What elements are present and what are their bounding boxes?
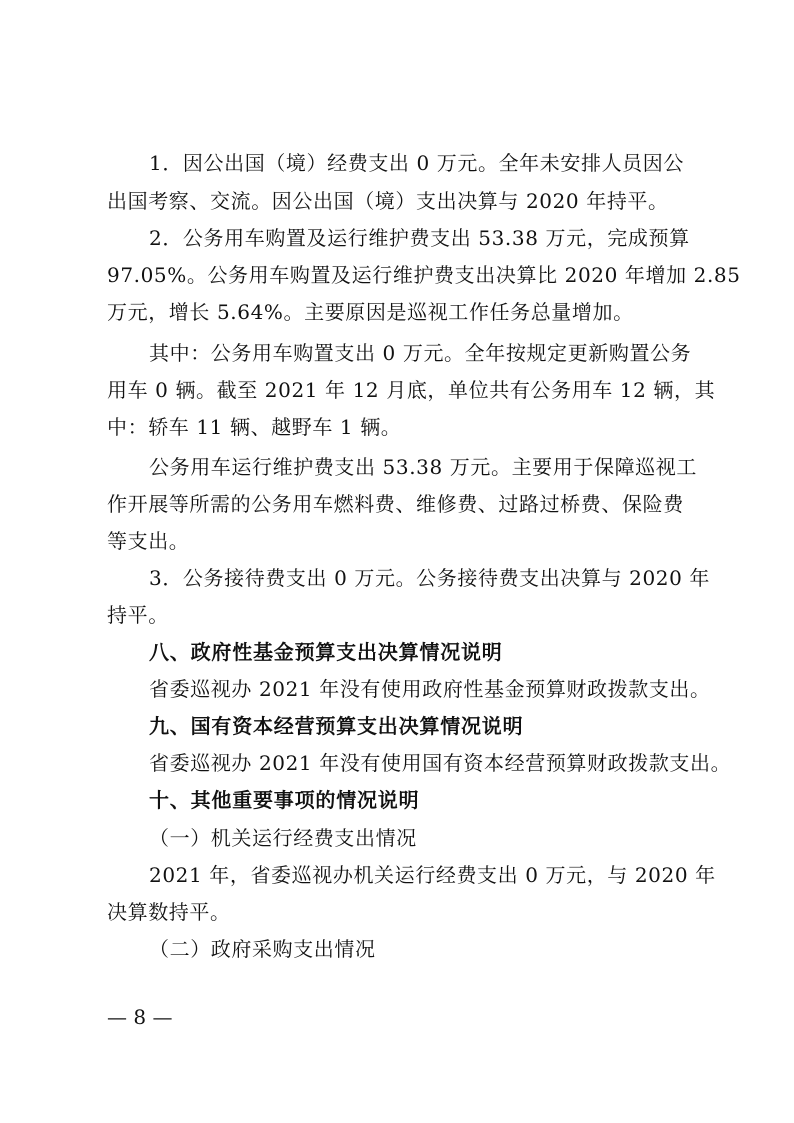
paragraph-line: 持平。 <box>107 603 169 627</box>
paragraph-line: 用车 0 辆。截至 2021 年 12 月底，单位共有公务用车 12 辆，其 <box>107 378 716 402</box>
page-number: — 8 — <box>107 1005 173 1029</box>
paragraph-line: 万元，增长 5.64%。主要原因是巡视工作任务总量增加。 <box>107 300 634 324</box>
paragraph-line: 1．因公出国（境）经费支出 0 万元。全年未安排人员因公 <box>149 151 684 175</box>
paragraph-line: 2．公务用车购置及运行维护费支出 53.38 万元，完成预算 <box>149 226 690 250</box>
paragraph-line: 等支出。 <box>107 529 190 553</box>
paragraph-line: 决算数持平。 <box>107 900 231 924</box>
paragraph-line: 省委巡视办 2021 年没有使用政府性基金预算财政拨款支出。 <box>149 677 711 701</box>
section-heading: 十、其他重要事项的情况说明 <box>149 788 420 812</box>
paragraph-line: 其中：公务用车购置支出 0 万元。全年按规定更新购置公务 <box>149 341 692 365</box>
paragraph-line: 3．公务接待费支出 0 万元。公务接待费支出决算与 2020 年 <box>149 566 710 590</box>
subsection-heading: （一）机关运行经费支出情况 <box>149 826 417 850</box>
paragraph-line: 97.05%。公务用车购置及运行维护费支出决算比 2020 年增加 2.85 <box>107 263 741 287</box>
paragraph-line: 出国考察、交流。因公出国（境）支出决算与 2020 年持平。 <box>107 189 669 213</box>
paragraph-line: 中：轿车 11 辆、越野车 1 辆。 <box>107 415 402 439</box>
subsection-heading: （二）政府采购支出情况 <box>149 937 376 961</box>
paragraph-line: 省委巡视办 2021 年没有使用国有资本经营预算财政拨款支出。 <box>149 751 732 775</box>
paragraph-line: 作开展等所需的公务用车燃料费、维修费、过路过桥费、保险费 <box>107 492 684 516</box>
paragraph-line: 公务用车运行维护费支出 53.38 万元。主要用于保障巡视工 <box>149 455 697 479</box>
section-heading: 九、国有资本经营预算支出决算情况说明 <box>149 714 524 738</box>
paragraph-line: 2021 年，省委巡视办机关运行经费支出 0 万元，与 2020 年 <box>149 863 716 887</box>
section-heading: 八、政府性基金预算支出决算情况说明 <box>149 640 503 664</box>
